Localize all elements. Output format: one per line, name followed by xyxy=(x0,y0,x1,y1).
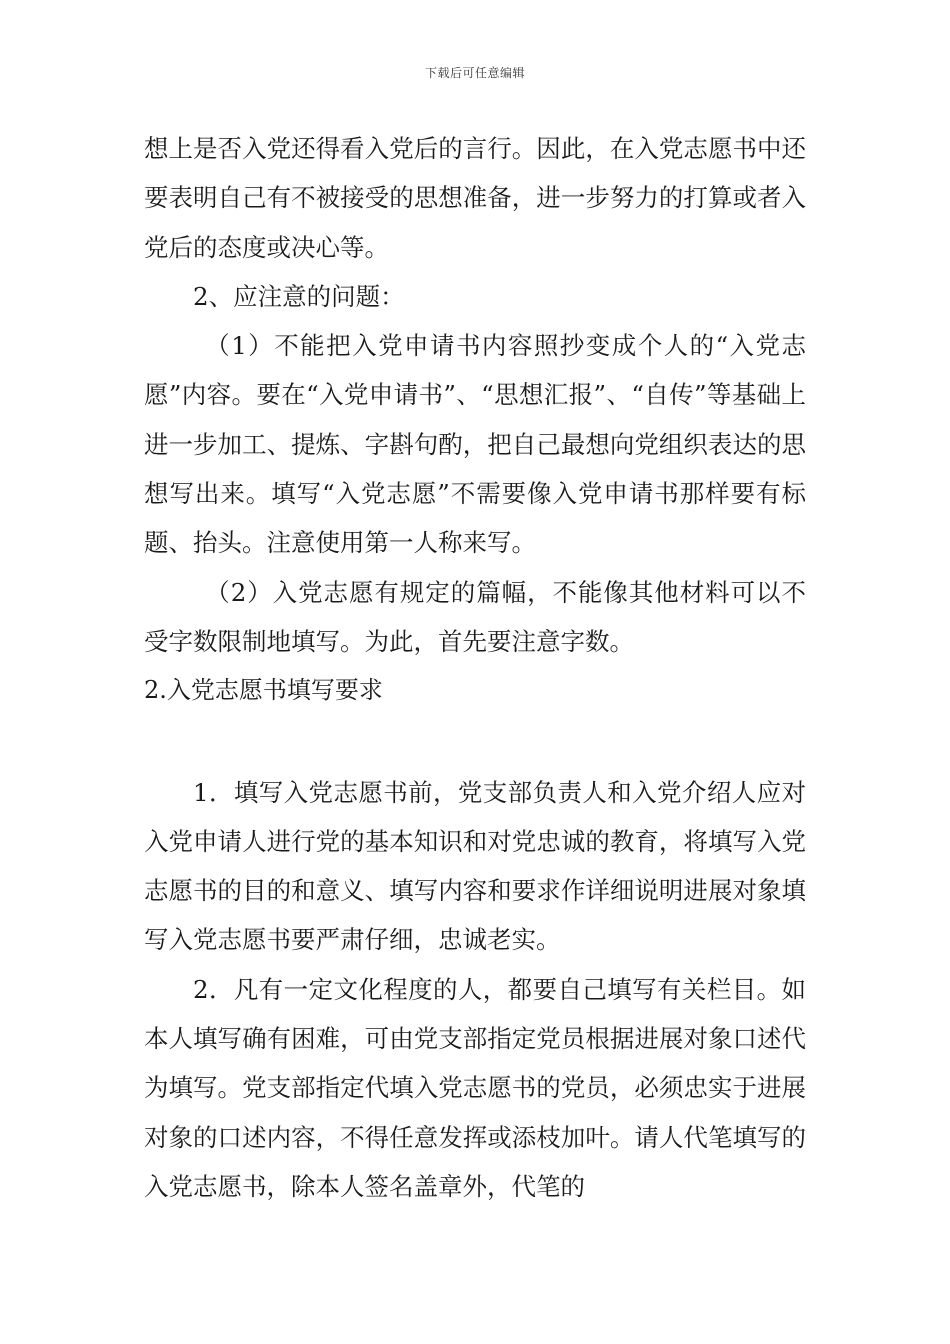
paragraph-continuation: 想上是否入党还得看入党后的言行。因此，在入党志愿书中还要表明自己有不被接受的思想准备，进一步努力的打算或者入党后的态度或决心等。 xyxy=(144,134,806,262)
paragraph-requirement-1: 1．填写入党志愿书前，党支部负责人和入党介绍人应对入党申请人进行党的基本知识和对党忠诚的教育，将填写入党志愿书的目的和意义、填写内容和要求作详细说明进展对象填写入党志愿书要严肃仔细，忠诚老实。 xyxy=(144,777,806,955)
section-title: 2.入党志愿书填写要求 xyxy=(144,676,383,705)
paragraph-point-1: （1）不能把入党申请书内容照抄变成个人的“入党志愿”内容。要在“入党申请书”、“思想汇报”、“自传”等基础上进一步加工、提炼、字斟句酌，把自己最想向党组织表达的思想写出来。填写“入党志愿”不需要像入党申请书那样要有标题、抬头。注意使用第一人称来写。 xyxy=(144,331,806,558)
paragraph-section-heading: 2、应注意的问题： xyxy=(193,281,405,311)
paragraph-requirement-2: 2．凡有一定文化程度的人，都要自己填写有关栏目。如本人填写确有困难，可由党支部指定党员根据进展对象口述代为填写。党支部指定代填入党志愿书的党员，必须忠实于进展对象的口述内容，不得任意发挥或添枝加叶。请人代笔填写的入党志愿书，除本人签名盖章外，代笔的 xyxy=(144,974,806,1201)
paragraph-point-2: （2）入党志愿有规定的篇幅，不能像其他材料可以不受字数限制地填写。为此，首先要注意字数。 xyxy=(144,577,806,656)
document-body xyxy=(144,124,806,1211)
spacer xyxy=(144,716,806,768)
page-header: 下载后可任意编辑 xyxy=(424,66,525,80)
